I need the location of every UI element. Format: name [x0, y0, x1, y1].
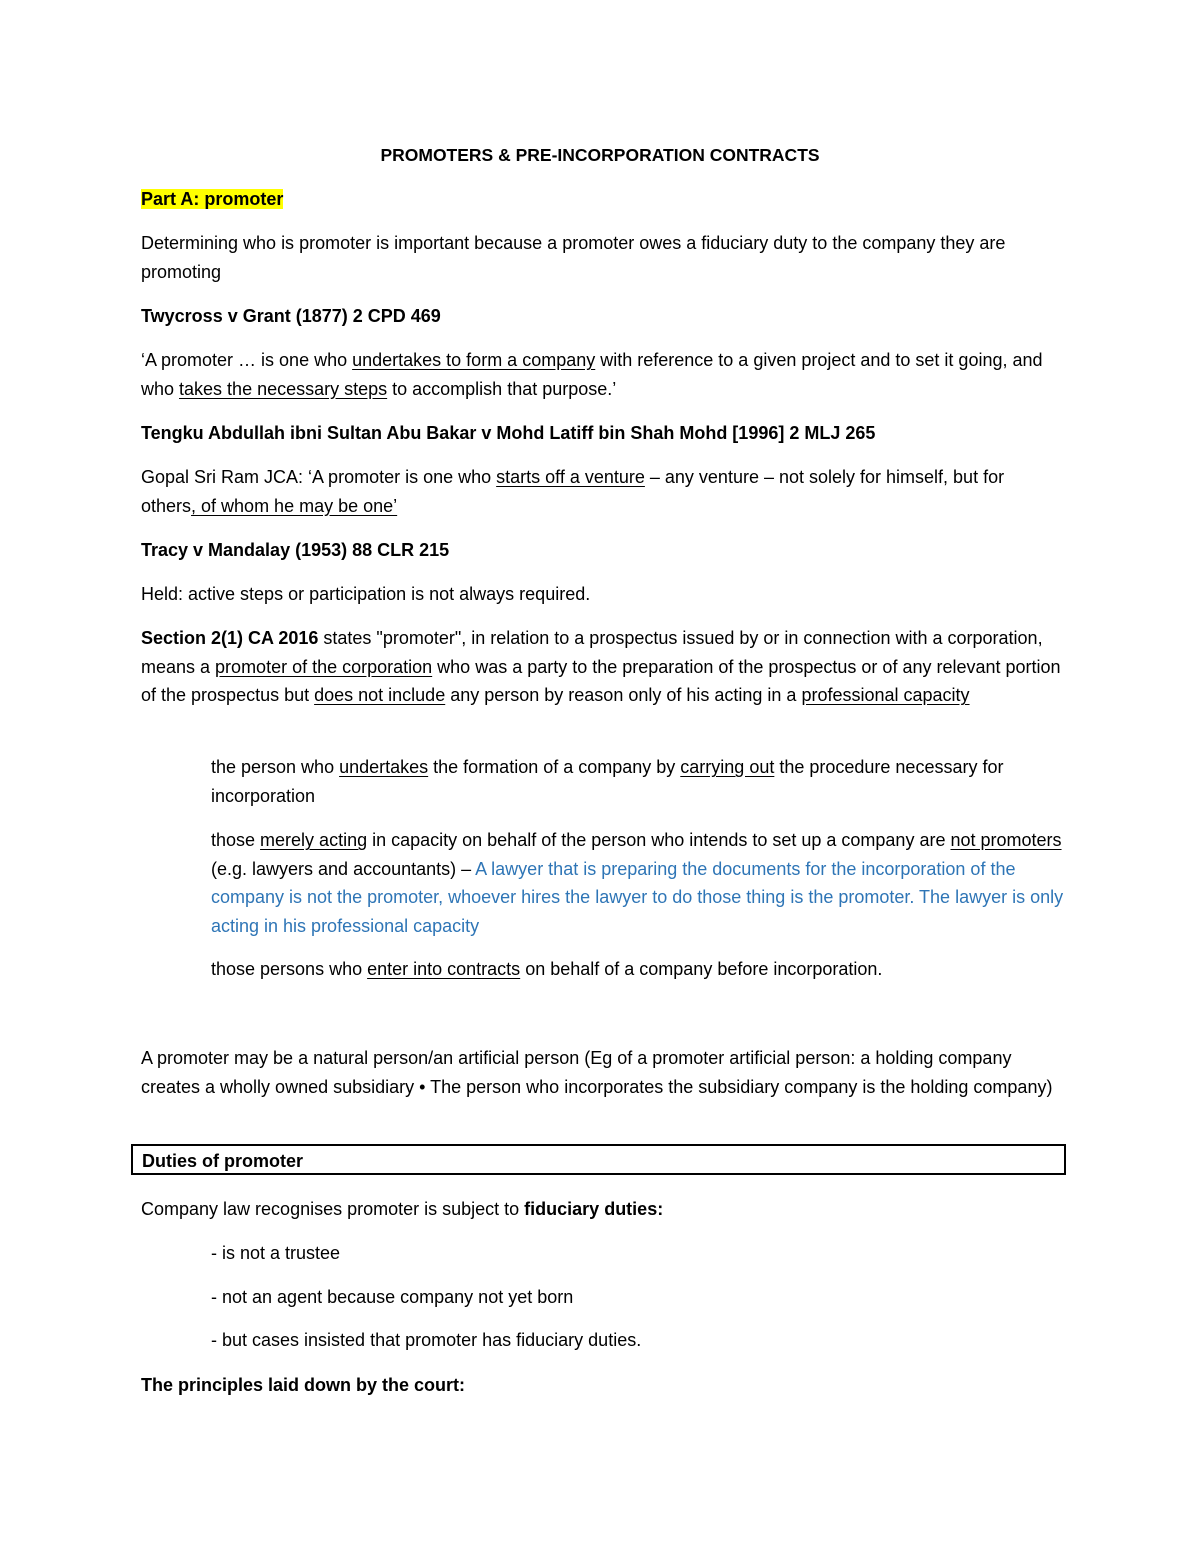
company-law-paragraph: [141, 1195, 1061, 1224]
section-u2: does not include: [314, 685, 446, 705]
twycross-q3: to accomplish that purpose.’: [387, 378, 617, 399]
point1-t3: the procedure necessary for incorporation: [211, 757, 1004, 806]
intro-paragraph: Determining who is promoter is important because a promoter owes a fiduciary duty to the company they are promoting: [141, 233, 1006, 282]
tengku-q2-underlined: , of whom he may be one’: [191, 495, 398, 516]
section-paragraph: [141, 624, 1061, 710]
point3-u1: enter into contracts: [367, 959, 521, 979]
point-2: [211, 826, 1071, 940]
point3-t1: those persons who: [211, 959, 368, 979]
section-t3: any person by reason only of his acting in a: [445, 685, 802, 705]
twycross-quote: [141, 346, 1061, 403]
twycross-q1: ‘A promoter … is one who: [141, 350, 353, 370]
point2-t1: those: [211, 830, 261, 850]
twycross-q2: with reference to a given project and to set it going, and who: [141, 350, 1043, 399]
section-u3: professional capacity: [801, 685, 970, 705]
point2-u2: not promoters: [950, 830, 1062, 850]
duties-heading-box: [131, 1144, 1066, 1175]
tengku-quote: [141, 463, 1061, 520]
dash-item: - not an agent because company not yet born: [211, 1287, 574, 1307]
point2-blue-note: A lawyer that is preparing the documents for the incorporation of the company is not the promoter, whoever hires the lawyer to do those thing is the promoter. The lawyer is only acting in his professional capacity: [211, 858, 1064, 936]
section-t2: who was a party to the preparation of the prospectus or of any relevant portion of the prospectus but: [141, 656, 1061, 705]
tracy-held: Held: active steps or participation is not always required.: [141, 584, 591, 604]
part-a-heading: [141, 185, 1061, 214]
tracy-case-title: [141, 536, 1061, 565]
twycross-case-title: [141, 302, 1061, 331]
point1-u2: carrying out: [680, 757, 775, 777]
tengku-q1-underlined: starts off a venture: [496, 467, 645, 487]
dash-item: - but cases insisted that promoter has fiduciary duties.: [211, 1330, 642, 1350]
point1-t2: the formation of a company by: [428, 757, 681, 777]
section-u1: promoter of the corporation: [215, 656, 433, 677]
section-t1: states "promoter", in relation to a prospectus issued by or in connection with a corporation, means a: [141, 628, 1043, 677]
point1-t1: the person who: [211, 757, 340, 777]
point2-t2: in capacity on behalf of the person who intends to set up a company are: [367, 830, 951, 850]
point2-u1: merely acting: [260, 830, 368, 850]
tengku-case-title: [141, 419, 1061, 448]
twycross-q1-underlined: undertakes to form a company: [352, 350, 596, 370]
point3-t2: on behalf of a company before incorporation.: [520, 959, 883, 979]
tengku-q2: – any venture – not solely for himself, but for others: [141, 467, 1005, 516]
principles-text: The principles laid down by the court:: [141, 1375, 466, 1395]
part-a-label: Part A: promoter: [141, 189, 284, 209]
company-law-t1: Company law recognises promoter is subject to: [141, 1199, 525, 1219]
point2-t3: (e.g. lawyers and accountants) –: [211, 858, 476, 879]
principles-heading: [141, 1371, 1061, 1400]
document-title: PROMOTERS & PRE-INCORPORATION CONTRACTS: [380, 145, 820, 165]
company-law-b1: fiduciary duties:: [524, 1199, 664, 1219]
tracy-case: Tracy v Mandalay (1953) 88 CLR 215: [141, 540, 450, 560]
natural-person-paragraph: A promoter may be a natural person/an artificial person (Eg of a promoter artificial person: a holding company creates a wholly owned subsidiary • The person who incorporates the subsidiary company is the holding company): [141, 1048, 1053, 1097]
duties-heading: Duties of promoter: [142, 1151, 304, 1171]
tengku-q1: Gopal Sri Ram JCA: ‘A promoter is one who: [141, 467, 497, 487]
point-3: [211, 955, 1071, 984]
twycross-case: Twycross v Grant (1877) 2 CPD 469: [141, 306, 441, 326]
section-label: Section 2(1) CA 2016: [141, 628, 319, 648]
point-1: [211, 753, 1071, 810]
tengku-case: Tengku Abdullah ibni Sultan Abu Bakar v Mohd Latiff bin Shah Mohd [1996] 2 MLJ 265: [141, 423, 876, 443]
twycross-q2-underlined: takes the necessary steps: [179, 378, 388, 399]
dash-item: - is not a trustee: [211, 1243, 341, 1263]
point1-u1: undertakes: [339, 757, 429, 777]
